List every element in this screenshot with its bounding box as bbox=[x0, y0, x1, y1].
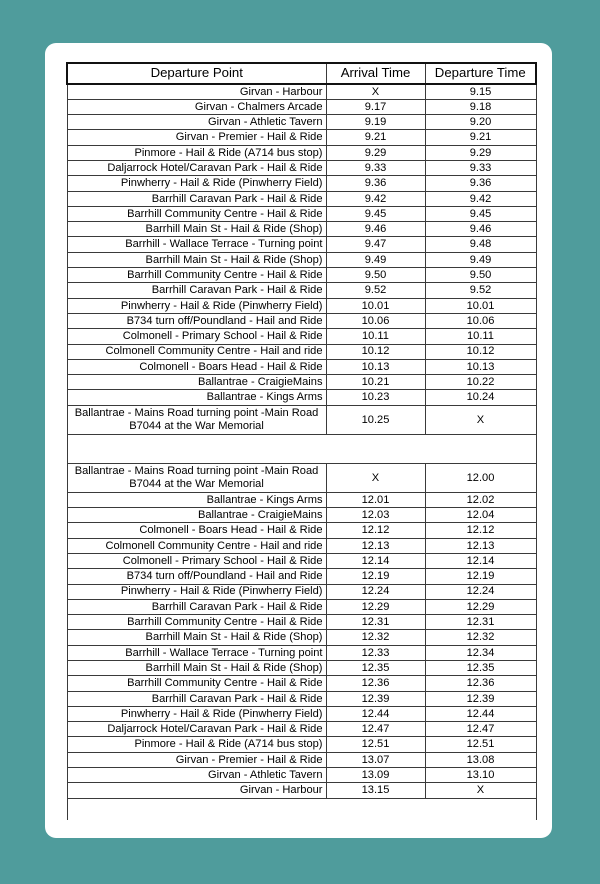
table-row bbox=[67, 99, 536, 114]
cell-departure-time: 12.32 bbox=[425, 630, 536, 645]
timetable-body bbox=[67, 84, 536, 820]
cell-departure-time: 9.18 bbox=[425, 99, 536, 114]
cell-arrival-time: 9.46 bbox=[326, 222, 425, 237]
cell-departure-time: 12.19 bbox=[425, 569, 536, 584]
cell-departure-time: 10.06 bbox=[425, 313, 536, 328]
timetable-container bbox=[66, 62, 535, 820]
cell-departure-point: Barrhill Caravan Park - Hail & Ride bbox=[67, 283, 326, 298]
cell-departure-time: 9.49 bbox=[425, 252, 536, 267]
cell-departure-point: Daljarrock Hotel/Caravan Park - Hail & Ride bbox=[67, 160, 326, 175]
cell-arrival-time: 10.23 bbox=[326, 390, 425, 405]
cell-arrival-time: 9.49 bbox=[326, 252, 425, 267]
cell-arrival-time: 12.39 bbox=[326, 691, 425, 706]
cell-departure-time: X bbox=[425, 405, 536, 434]
cell-departure-time: 12.31 bbox=[425, 615, 536, 630]
cell-departure-time: 13.10 bbox=[425, 768, 536, 783]
cell-departure-time: 12.02 bbox=[425, 492, 536, 507]
table-row bbox=[67, 176, 536, 191]
cell-departure-time: 12.39 bbox=[425, 691, 536, 706]
cell-arrival-time: X bbox=[326, 84, 425, 99]
cell-departure-point: Barrhill Caravan Park - Hail & Ride bbox=[67, 599, 326, 614]
cell-departure-time: 12.51 bbox=[425, 737, 536, 752]
cell-departure-point: B734 turn off/Poundland - Hail and Ride bbox=[67, 569, 326, 584]
trailing-empty-cell bbox=[67, 798, 536, 820]
table-row bbox=[67, 115, 536, 130]
cell-departure-time: 9.21 bbox=[425, 130, 536, 145]
table-row bbox=[67, 661, 536, 676]
cell-arrival-time: 10.21 bbox=[326, 375, 425, 390]
column-header-departure-time: Departure Time bbox=[425, 63, 536, 84]
cell-departure-point: Barrhill Main St - Hail & Ride (Shop) bbox=[67, 630, 326, 645]
table-row bbox=[67, 145, 536, 160]
table-row bbox=[67, 390, 536, 405]
cell-departure-time: 12.34 bbox=[425, 645, 536, 660]
cell-departure-time: 12.44 bbox=[425, 706, 536, 721]
table-row bbox=[67, 538, 536, 553]
cell-departure-time: 12.29 bbox=[425, 599, 536, 614]
cell-departure-point: Girvan - Chalmers Arcade bbox=[67, 99, 326, 114]
journey-separator-row bbox=[67, 434, 536, 463]
cell-departure-time: 12.13 bbox=[425, 538, 536, 553]
table-row bbox=[67, 84, 536, 99]
cell-departure-point: Barrhill - Wallace Terrace - Turning point bbox=[67, 237, 326, 252]
cell-arrival-time: 9.47 bbox=[326, 237, 425, 252]
cell-departure-time: 9.52 bbox=[425, 283, 536, 298]
cell-departure-point: Ballantrae - Kings Arms bbox=[67, 390, 326, 405]
cell-departure-time: 9.46 bbox=[425, 222, 536, 237]
table-row bbox=[67, 252, 536, 267]
cell-departure-point: Ballantrae - CraigieMains bbox=[67, 375, 326, 390]
cell-departure-point: Barrhill Community Centre - Hail & Ride bbox=[67, 268, 326, 283]
cell-arrival-time: 9.42 bbox=[326, 191, 425, 206]
table-row bbox=[67, 737, 536, 752]
table-row bbox=[67, 492, 536, 507]
column-header-departure-point: Departure Point bbox=[67, 63, 326, 84]
cell-departure-point: Ballantrae - Mains Road turning point -Main Road B7044 at the War Memorial bbox=[67, 463, 326, 492]
cell-arrival-time: 12.24 bbox=[326, 584, 425, 599]
cell-departure-time: 12.12 bbox=[425, 523, 536, 538]
cell-departure-point: Ballantrae - CraigieMains bbox=[67, 508, 326, 523]
cell-departure-point: B734 turn off/Poundland - Hail and Ride bbox=[67, 313, 326, 328]
cell-departure-point: Pinmore - Hail & Ride (A714 bus stop) bbox=[67, 145, 326, 160]
cell-departure-time: 9.36 bbox=[425, 176, 536, 191]
cell-arrival-time: 12.01 bbox=[326, 492, 425, 507]
cell-arrival-time: 12.44 bbox=[326, 706, 425, 721]
cell-arrival-time: 12.51 bbox=[326, 737, 425, 752]
cell-departure-time: 9.20 bbox=[425, 115, 536, 130]
table-row bbox=[67, 691, 536, 706]
cell-departure-point: Girvan - Athletic Tavern bbox=[67, 768, 326, 783]
cell-departure-point: Pinwherry - Hail & Ride (Pinwherry Field) bbox=[67, 706, 326, 721]
cell-arrival-time: 12.13 bbox=[326, 538, 425, 553]
table-row bbox=[67, 615, 536, 630]
cell-arrival-time: 9.29 bbox=[326, 145, 425, 160]
table-row bbox=[67, 463, 536, 492]
table-row bbox=[67, 768, 536, 783]
cell-departure-point: Girvan - Harbour bbox=[67, 783, 326, 798]
table-row bbox=[67, 676, 536, 691]
cell-departure-point: Ballantrae - Mains Road turning point -Main Road B7044 at the War Memorial bbox=[67, 405, 326, 434]
table-row bbox=[67, 375, 536, 390]
table-row bbox=[67, 329, 536, 344]
cell-departure-time: 12.04 bbox=[425, 508, 536, 523]
bus-timetable bbox=[66, 62, 537, 820]
cell-departure-time: 12.14 bbox=[425, 553, 536, 568]
cell-arrival-time: 9.19 bbox=[326, 115, 425, 130]
cell-departure-point: Girvan - Premier - Hail & Ride bbox=[67, 752, 326, 767]
cell-departure-time: 12.36 bbox=[425, 676, 536, 691]
table-row bbox=[67, 237, 536, 252]
cell-arrival-time: 10.25 bbox=[326, 405, 425, 434]
timetable-header bbox=[67, 63, 536, 84]
cell-departure-time: 9.48 bbox=[425, 237, 536, 252]
document-page bbox=[45, 43, 552, 838]
cell-arrival-time: 9.36 bbox=[326, 176, 425, 191]
table-row bbox=[67, 405, 536, 434]
cell-departure-time: 12.24 bbox=[425, 584, 536, 599]
cell-arrival-time: 10.12 bbox=[326, 344, 425, 359]
table-row bbox=[67, 222, 536, 237]
table-row bbox=[67, 599, 536, 614]
cell-departure-point: Colmonell - Boars Head - Hail & Ride bbox=[67, 359, 326, 374]
cell-departure-time: 9.50 bbox=[425, 268, 536, 283]
cell-arrival-time: 10.06 bbox=[326, 313, 425, 328]
cell-departure-point: Pinwherry - Hail & Ride (Pinwherry Field) bbox=[67, 584, 326, 599]
table-row bbox=[67, 268, 536, 283]
cell-arrival-time: X bbox=[326, 463, 425, 492]
table-row bbox=[67, 283, 536, 298]
cell-arrival-time: 10.13 bbox=[326, 359, 425, 374]
table-row bbox=[67, 206, 536, 221]
cell-departure-point: Girvan - Premier - Hail & Ride bbox=[67, 130, 326, 145]
cell-departure-point: Barrhill - Wallace Terrace - Turning point bbox=[67, 645, 326, 660]
table-row bbox=[67, 344, 536, 359]
table-row bbox=[67, 752, 536, 767]
cell-departure-point: Colmonell - Boars Head - Hail & Ride bbox=[67, 523, 326, 538]
table-row bbox=[67, 706, 536, 721]
cell-departure-time: 12.35 bbox=[425, 661, 536, 676]
cell-arrival-time: 9.33 bbox=[326, 160, 425, 175]
cell-departure-time: 10.12 bbox=[425, 344, 536, 359]
cell-arrival-time: 12.33 bbox=[326, 645, 425, 660]
cell-departure-point: Pinwherry - Hail & Ride (Pinwherry Field) bbox=[67, 298, 326, 313]
table-row bbox=[67, 569, 536, 584]
header-row bbox=[67, 63, 536, 84]
cell-departure-point: Colmonell - Primary School - Hail & Ride bbox=[67, 329, 326, 344]
cell-departure-time: X bbox=[425, 783, 536, 798]
cell-departure-time: 10.13 bbox=[425, 359, 536, 374]
cell-arrival-time: 12.19 bbox=[326, 569, 425, 584]
cell-arrival-time: 10.01 bbox=[326, 298, 425, 313]
table-row bbox=[67, 722, 536, 737]
cell-departure-point: Barrhill Main St - Hail & Ride (Shop) bbox=[67, 661, 326, 676]
cell-arrival-time: 12.36 bbox=[326, 676, 425, 691]
cell-arrival-time: 9.21 bbox=[326, 130, 425, 145]
table-row bbox=[67, 508, 536, 523]
cell-departure-point: Colmonell Community Centre - Hail and ride bbox=[67, 538, 326, 553]
cell-departure-point: Pinmore - Hail & Ride (A714 bus stop) bbox=[67, 737, 326, 752]
cell-departure-point: Colmonell - Primary School - Hail & Ride bbox=[67, 553, 326, 568]
cell-departure-point: Barrhill Main St - Hail & Ride (Shop) bbox=[67, 252, 326, 267]
cell-departure-point: Barrhill Caravan Park - Hail & Ride bbox=[67, 691, 326, 706]
cell-arrival-time: 12.29 bbox=[326, 599, 425, 614]
cell-departure-point: Ballantrae - Kings Arms bbox=[67, 492, 326, 507]
cell-departure-point: Barrhill Community Centre - Hail & Ride bbox=[67, 676, 326, 691]
cell-departure-time: 9.45 bbox=[425, 206, 536, 221]
table-row bbox=[67, 160, 536, 175]
cell-arrival-time: 12.31 bbox=[326, 615, 425, 630]
cell-arrival-time: 12.03 bbox=[326, 508, 425, 523]
cell-departure-point: Barrhill Community Centre - Hail & Ride bbox=[67, 615, 326, 630]
cell-arrival-time: 9.45 bbox=[326, 206, 425, 221]
cell-arrival-time: 12.47 bbox=[326, 722, 425, 737]
cell-departure-time: 10.24 bbox=[425, 390, 536, 405]
table-row bbox=[67, 783, 536, 798]
table-row bbox=[67, 523, 536, 538]
cell-departure-time: 12.00 bbox=[425, 463, 536, 492]
cell-departure-time: 9.15 bbox=[425, 84, 536, 99]
cell-departure-time: 9.29 bbox=[425, 145, 536, 160]
cell-arrival-time: 12.35 bbox=[326, 661, 425, 676]
cell-arrival-time: 9.17 bbox=[326, 99, 425, 114]
cell-departure-time: 10.01 bbox=[425, 298, 536, 313]
cell-arrival-time: 13.07 bbox=[326, 752, 425, 767]
table-row bbox=[67, 553, 536, 568]
cell-departure-point: Girvan - Harbour bbox=[67, 84, 326, 99]
table-row bbox=[67, 130, 536, 145]
cell-arrival-time: 10.11 bbox=[326, 329, 425, 344]
table-row bbox=[67, 313, 536, 328]
cell-departure-point: Barrhill Caravan Park - Hail & Ride bbox=[67, 191, 326, 206]
cell-departure-time: 10.11 bbox=[425, 329, 536, 344]
cell-departure-time: 12.47 bbox=[425, 722, 536, 737]
table-row bbox=[67, 359, 536, 374]
table-row bbox=[67, 630, 536, 645]
table-row bbox=[67, 298, 536, 313]
cell-arrival-time: 13.15 bbox=[326, 783, 425, 798]
table-row bbox=[67, 191, 536, 206]
table-row bbox=[67, 584, 536, 599]
cell-departure-time: 10.22 bbox=[425, 375, 536, 390]
cell-departure-time: 9.33 bbox=[425, 160, 536, 175]
cell-departure-time: 9.42 bbox=[425, 191, 536, 206]
cell-departure-point: Colmonell Community Centre - Hail and ride bbox=[67, 344, 326, 359]
cell-arrival-time: 12.14 bbox=[326, 553, 425, 568]
cell-departure-point: Barrhill Community Centre - Hail & Ride bbox=[67, 206, 326, 221]
cell-arrival-time: 9.52 bbox=[326, 283, 425, 298]
journey-separator-cell bbox=[67, 434, 536, 463]
cell-arrival-time: 12.32 bbox=[326, 630, 425, 645]
cell-departure-point: Barrhill Main St - Hail & Ride (Shop) bbox=[67, 222, 326, 237]
cell-departure-time: 13.08 bbox=[425, 752, 536, 767]
cell-departure-point: Girvan - Athletic Tavern bbox=[67, 115, 326, 130]
cell-arrival-time: 9.50 bbox=[326, 268, 425, 283]
cell-arrival-time: 13.09 bbox=[326, 768, 425, 783]
cell-departure-point: Pinwherry - Hail & Ride (Pinwherry Field) bbox=[67, 176, 326, 191]
column-header-arrival-time: Arrival Time bbox=[326, 63, 425, 84]
cell-arrival-time: 12.12 bbox=[326, 523, 425, 538]
table-row-trailing bbox=[67, 798, 536, 820]
table-row bbox=[67, 645, 536, 660]
cell-departure-point: Daljarrock Hotel/Caravan Park - Hail & Ride bbox=[67, 722, 326, 737]
